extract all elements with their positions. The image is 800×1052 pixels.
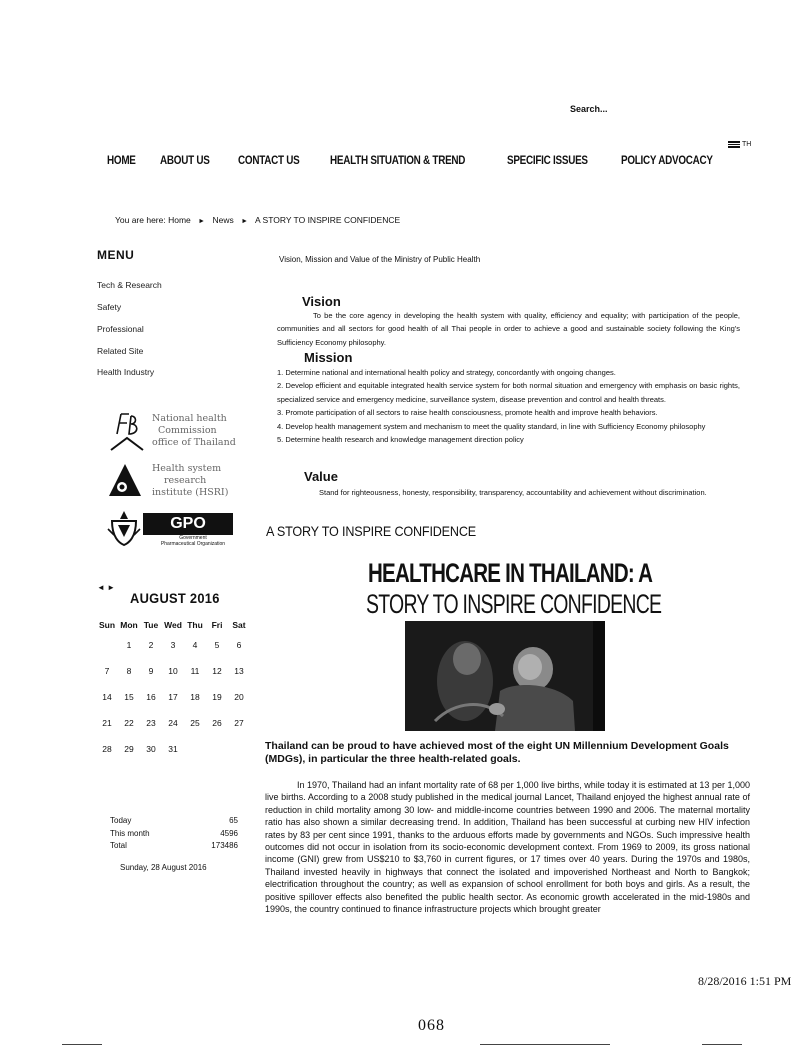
calendar-title: AUGUST 2016 xyxy=(130,590,220,606)
breadcrumb xyxy=(115,215,400,225)
calendar-day[interactable]: 28 xyxy=(102,744,112,754)
mission-heading: Mission xyxy=(304,350,353,365)
calendar-day[interactable]: 25 xyxy=(190,718,200,728)
calendar-day[interactable]: 20 xyxy=(234,692,244,702)
breadcrumb-home[interactable]: Home xyxy=(168,215,191,225)
nav-health-situation[interactable]: HEALTH SITUATION & TREND xyxy=(329,155,465,167)
hsri-logo-text: Health system research institute (HSRI) xyxy=(152,463,229,498)
breadcrumb-news[interactable]: News xyxy=(212,215,234,225)
current-date: Sunday, 28 August 2016 xyxy=(120,863,207,872)
poster-title-line1: HEALTHCARE IN THAILAND: A xyxy=(368,558,653,588)
language-switch[interactable] xyxy=(728,141,751,148)
nav-policy-advocacy[interactable]: POLICY ADVOCACY xyxy=(620,155,713,167)
weekday: Mon xyxy=(120,620,138,630)
mission-item: 5. Determine health research and knowledge management direction policy xyxy=(277,435,524,445)
calendar-nav xyxy=(97,583,115,592)
calendar-day[interactable]: 24 xyxy=(168,718,178,728)
search-link[interactable]: Search... xyxy=(570,104,608,114)
sidebar-item-tech-research[interactable]: Tech & Research xyxy=(97,280,162,290)
nav-home[interactable]: HOME xyxy=(107,155,136,167)
calendar-day[interactable]: 14 xyxy=(102,692,112,702)
calendar-week xyxy=(96,736,250,762)
print-timestamp: 8/28/2016 1:51 PM xyxy=(698,974,792,988)
menu-title: MENU xyxy=(97,248,135,262)
breadcrumb-current: A STORY TO INSPIRE CONFIDENCE xyxy=(254,215,401,225)
calendar-day[interactable]: 29 xyxy=(124,744,134,754)
sidebar-item-safety[interactable]: Safety xyxy=(97,302,122,312)
gpo-emblem-icon xyxy=(107,509,141,547)
calendar-day[interactable]: 7 xyxy=(104,666,110,676)
calendar-day[interactable]: 27 xyxy=(234,718,244,728)
mission-item: 2. Develop efficient and equitable integrated health service system for both normal situation and emergency with emphasis on basic rights, specialized service and emergency medicine, surveillance system, disease prevention and control and health threats. xyxy=(277,381,740,404)
mission-item: 3. Promote participation of all sectors to raise health consciousness, promote health and improve health behaviors. xyxy=(277,408,658,418)
nhco-logo-link[interactable] xyxy=(107,410,257,455)
footer-rule xyxy=(480,1044,610,1045)
weekday: Tue xyxy=(143,620,159,630)
chevron-right-icon: ► xyxy=(198,218,206,225)
page-number: 068 xyxy=(418,1017,445,1034)
poster-title-line2: STORY TO INSPIRE CONFIDENCE xyxy=(366,589,662,619)
calendar-day[interactable]: 3 xyxy=(170,640,176,650)
calendar-day[interactable]: 22 xyxy=(124,718,134,728)
calendar-grid xyxy=(96,618,250,762)
value-text: Stand for righteousness, honesty, responsibility, transparency, accountability and achievement without discrimination. xyxy=(319,488,707,497)
menu-icon[interactable] xyxy=(728,141,740,148)
nav-about-us[interactable]: ABOUT US xyxy=(160,155,210,167)
calendar-day[interactable]: 12 xyxy=(212,666,222,676)
calendar-day xyxy=(184,736,206,762)
nav-specific-issues[interactable]: SPECIFIC ISSUES xyxy=(506,155,588,167)
breadcrumb-prefix: You are here: xyxy=(115,215,166,225)
calendar-day[interactable]: 23 xyxy=(146,718,156,728)
article-heading: A STORY TO INSPIRE CONFIDENCE xyxy=(266,523,476,539)
mission-item: 4. Develop health management system and mechanism to meet the quality standard, in line with Sufficiency Economy philosophy xyxy=(277,421,706,431)
footer-rule xyxy=(62,1044,102,1045)
weekday: Wed xyxy=(164,620,182,630)
calendar-day[interactable]: 10 xyxy=(168,666,178,676)
sidebar-item-health-industry[interactable]: Health Industry xyxy=(97,367,155,377)
calendar-day[interactable]: 11 xyxy=(190,666,200,676)
calendar-day[interactable]: 9 xyxy=(148,666,154,676)
vision-heading: Vision xyxy=(302,294,341,309)
gpo-logo[interactable]: GPO xyxy=(143,513,233,535)
photo-image-icon xyxy=(405,621,605,731)
vision-text: To be the core agency in developing the health system with quality, efficiency and equality; with participation of the people, communities and all sectors for good health of all Thai people in order to achieve a good and sustainable society following the King's Sufficiency Economy philosophy. xyxy=(277,311,740,347)
calendar-week xyxy=(96,684,250,710)
nhco-logo-text: National health Commission office of Thailand xyxy=(152,413,236,448)
calendar-next-icon[interactable]: ► xyxy=(107,583,116,592)
hsri-logo-icon xyxy=(107,462,143,498)
hsri-logo-link[interactable] xyxy=(107,460,257,505)
calendar-day[interactable]: 26 xyxy=(212,718,222,728)
calendar-day[interactable]: 13 xyxy=(234,666,244,676)
gpo-logo-caption: Government Pharmaceutical Organization xyxy=(160,535,226,547)
calendar-week xyxy=(96,632,250,658)
calendar-week xyxy=(96,658,250,684)
calendar-day[interactable]: 2 xyxy=(148,640,154,650)
sidebar-item-related-site[interactable]: Related Site xyxy=(97,346,144,356)
article-photo xyxy=(405,621,605,731)
mission-item: 1. Determine national and international health policy and strategy, concordantly with ongoing changes. xyxy=(277,368,616,377)
sidebar-item-professional[interactable]: Professional xyxy=(97,324,144,334)
calendar-prev-icon[interactable]: ◄ xyxy=(97,583,105,592)
calendar-day[interactable]: 6 xyxy=(236,640,242,650)
calendar-weekdays xyxy=(96,618,250,632)
vmv-title: Vision, Mission and Value of the Ministry of Public Health xyxy=(279,255,481,264)
chevron-right-icon: ► xyxy=(241,218,249,225)
stat-today: Today 65 xyxy=(110,816,238,825)
calendar-day xyxy=(228,736,250,762)
article-lead: Thailand can be proud to have achieved most of the eight UN Millennium Development Goals (MDGs), in particular the three health-related goals. xyxy=(265,740,729,765)
weekday: Sat xyxy=(232,620,246,630)
calendar-day[interactable]: 31 xyxy=(168,744,178,754)
mission-list xyxy=(277,366,740,446)
calendar-day[interactable]: 21 xyxy=(102,718,112,728)
calendar-day[interactable]: 5 xyxy=(214,640,220,650)
calendar-day[interactable]: 30 xyxy=(146,744,156,754)
main-nav xyxy=(107,155,747,167)
language-label: TH xyxy=(742,141,752,148)
nav-contact-us[interactable]: CONTACT US xyxy=(237,155,300,167)
calendar-day xyxy=(206,736,228,762)
stat-this-month: This month 4596 xyxy=(110,829,238,838)
calendar-day[interactable]: 4 xyxy=(192,640,198,650)
calendar-day[interactable]: 8 xyxy=(126,666,132,676)
calendar-day[interactable]: 16 xyxy=(146,692,156,702)
calendar-day[interactable]: 15 xyxy=(124,692,134,702)
article-body: In 1970, Thailand had an infant mortality rate of 68 per 1,000 live births, while today it is estimated at 13 per 1,000 live births. According to a 2008 study published in the medical journal Lancet, Thailand enjoyed the highest annual rate of reduction in child mortality among 30 low- and middle-income countries between 1990 and 2006. The maternal mortality ratio has also shown a similar decreasing trend. In addition, Thailand has been successful at curbing new HIV infection rates by 83 per cent since 1991, thanks to the arduous efforts made by governments and NGOs. Such impressive health outcomes did not occur in isolation from its socio-economic development context. From 1969 to 2009, its gross national income (GNI) grew from US$210 to $3,760 in current figures, or 17 times over 40 years. During the 1970s and 1980s, Thailand invested heavily in highways that connect the isolated and impoverished Northeast and North to Bangkok; electrification throughout the country; as well as expansion of school enrollment for both boys and girls. As a result, the positive spillover effects also benefited the public health sector. As economic growth accelerated in the mid-1980s and 1990s, the country continued to finance infrastructure projects which brought greater xyxy=(265,780,750,915)
calendar-day[interactable]: 18 xyxy=(190,692,200,702)
calendar-day[interactable]: 1 xyxy=(126,640,132,650)
footer-rule xyxy=(702,1044,742,1045)
calendar-day[interactable]: 19 xyxy=(212,692,222,702)
calendar-week xyxy=(96,710,250,736)
value-heading: Value xyxy=(304,469,338,484)
calendar-day[interactable]: 17 xyxy=(168,692,178,702)
weekday: Sun xyxy=(98,620,116,630)
weekday: Fri xyxy=(211,620,223,630)
nhco-logo-icon xyxy=(107,410,147,452)
stat-total: Total 173486 xyxy=(110,841,238,850)
calendar-day xyxy=(96,632,118,658)
weekday: Thu xyxy=(187,620,203,630)
